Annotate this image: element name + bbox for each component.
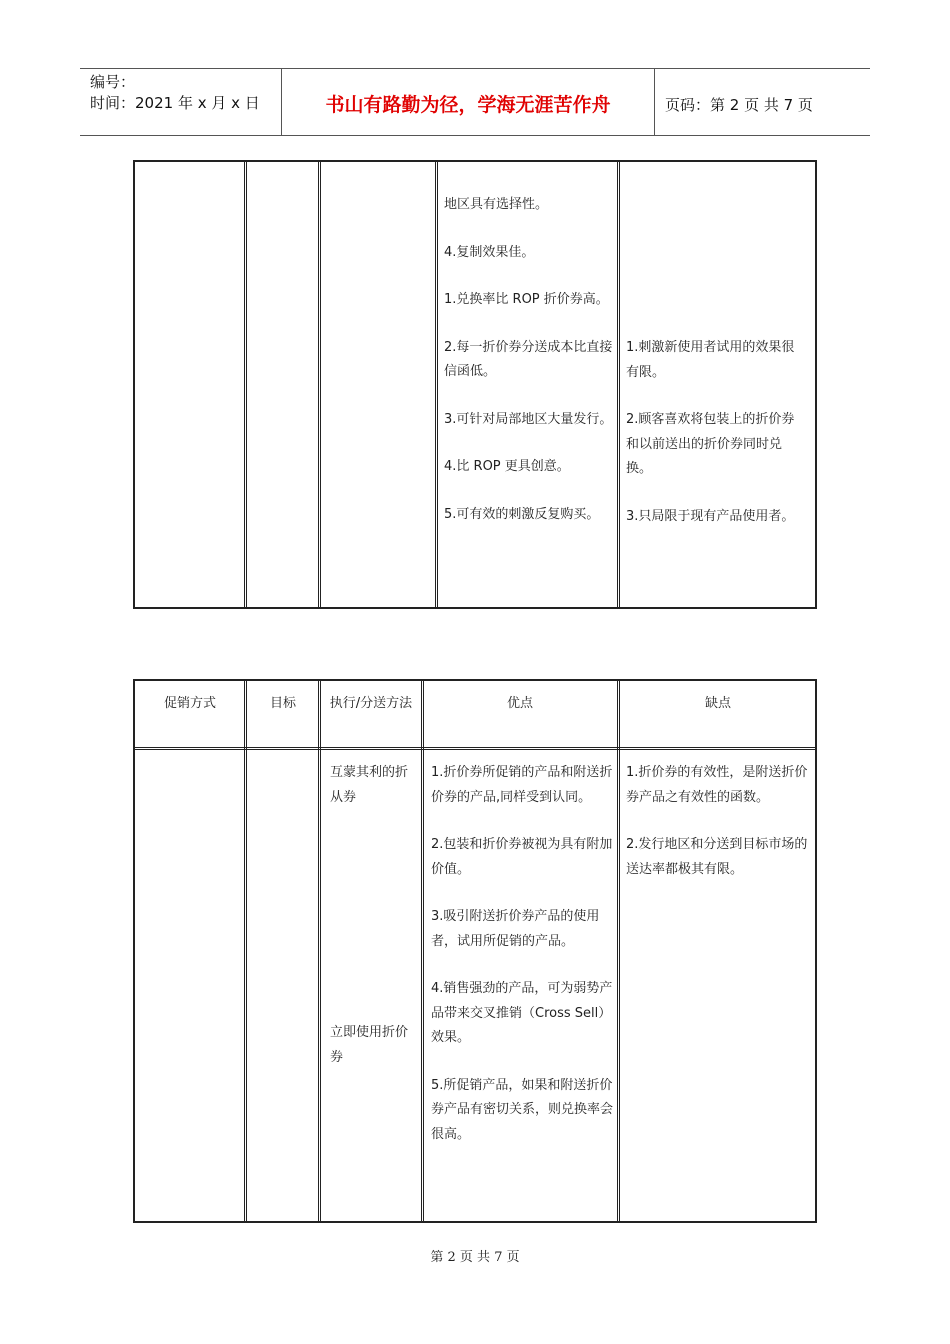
- execution-item: 互蒙其利的折从券: [330, 765, 409, 805]
- advantage-item: 5.可有效的刺激反复购买。: [444, 506, 600, 522]
- advantages-cell: [444, 193, 614, 550]
- document-number-label: 编号：: [90, 73, 136, 91]
- disadvantages-cell: [626, 336, 806, 552]
- column-divider: [318, 681, 321, 1221]
- advantage-item: 4.比 ROP 更具创意。: [444, 459, 570, 474]
- disadvantage-item: 3.只局限于现有产品使用者。: [626, 508, 795, 524]
- column-divider: [244, 681, 247, 1221]
- advantage-item: 1.兑换率比 ROP 折价券高。: [444, 292, 609, 307]
- header-divider: [654, 68, 655, 136]
- advantage-item: 4.销售强劲的产品，可为弱势产品带来交叉推销（Cross Sell）效果。: [431, 981, 613, 1045]
- disadvantage-item: 2.顾客喜欢将包装上的折价券和以前送出的折价券同时兑换。: [626, 412, 795, 476]
- coupon-table: [133, 679, 817, 1223]
- column-divider: [244, 162, 247, 607]
- column-divider: [421, 681, 424, 1221]
- advantages-cell: [431, 761, 613, 1170]
- header-page-label: 页码：第 2 页 共 7 页: [665, 96, 813, 114]
- column-divider: [617, 681, 620, 1221]
- disadvantage-item: 1.刺激新使用者试用的效果很有限。: [626, 340, 795, 380]
- column-header-goal: 目标: [269, 696, 296, 711]
- column-header-method: 促销方式: [163, 696, 216, 711]
- column-header-execution: 执行/分送方法: [329, 696, 413, 711]
- advantage-item: 1.折价券所促销的产品和附送折价券的产品,同样受到认同。: [431, 765, 613, 805]
- advantage-item: 地区具有选择性。: [444, 197, 549, 212]
- header-top-rule: [80, 68, 870, 69]
- disadvantages-cell: [626, 761, 808, 905]
- header-motto: 书山有路勤为径，学海无涯苦作舟: [325, 94, 611, 116]
- column-divider: [435, 162, 438, 607]
- advantage-item: 4.复制效果佳。: [444, 244, 535, 260]
- header-row-divider: [135, 747, 815, 750]
- advantage-item: 2.包装和折价券被视为具有附加价值。: [431, 837, 613, 877]
- advantage-item: 3.可针对局部地区大量发行。: [444, 411, 613, 427]
- header-bottom-rule: [80, 135, 870, 136]
- disadvantage-item: 2.发行地区和分送到目标市场的送达率都极其有限。: [626, 837, 808, 877]
- advantage-item: 3.吸引附送折价券产品的使用者，试用所促销的产品。: [431, 909, 600, 949]
- advantage-item: 2.每一折价券分送成本比直接信函低。: [444, 339, 613, 379]
- execution-item: 立即使用折价券: [330, 1025, 409, 1065]
- document-time-label: 时间：2021 年 x 月 x 日: [90, 94, 260, 112]
- disadvantage-item: 1.折价券的有效性，是附送折价券产品之有效性的函数。: [626, 765, 808, 805]
- footer-page-label: 第 2 页 共 7 页: [430, 1250, 520, 1265]
- advantage-item: 5.所促销产品，如果和附送折价券产品有密切关系，则兑换率会很高。: [431, 1077, 614, 1142]
- coupon-table-continued: [133, 160, 817, 609]
- column-divider: [617, 162, 620, 607]
- column-header-disadvantages: 缺点: [704, 696, 731, 711]
- column-header-advantages: 优点: [506, 696, 533, 711]
- header-meta: [90, 72, 260, 114]
- column-divider: [318, 162, 321, 607]
